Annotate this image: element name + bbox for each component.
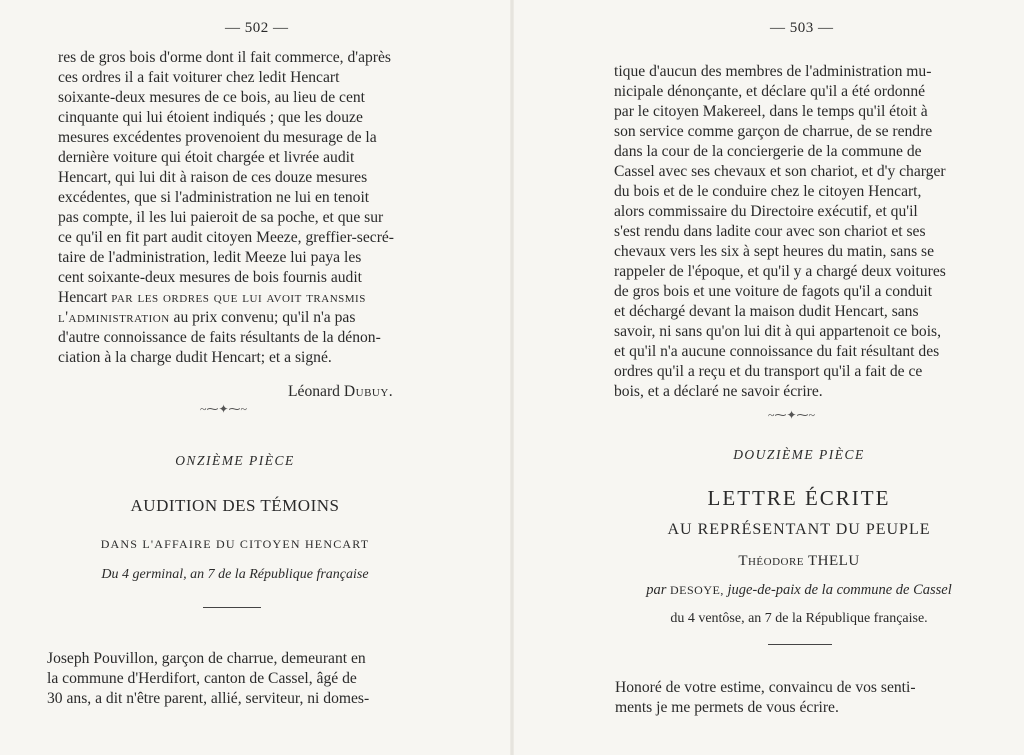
dateline (30, 567, 440, 583)
section-title: LETTRE ÉCRITE (707, 486, 891, 510)
letter-paragraph: Honoré de votre estime, convaincu de vos senti- ments je me permets de vous écrire. (615, 679, 916, 716)
dateline-text: Du 4 germinal, an 7 de la République française (101, 567, 369, 582)
piece-title: DOUZIÈME PIÈCE (733, 447, 865, 462)
body-paragraph: tique d'aucun des membres de l'administration mu- nicipale dénonçante, et déclare qu'il a été ordonné par le citoyen Makereel, dans le temps qu'il étoit à son service comme garçon de charrue, de se rendre dans la cour de la conciergerie de la commune de Cassel avec ses chevaux et son chariot, et d'y charger du bois et de le conduire chez le citoyen Hencart, alors commissaire du Directoire exécutif, et qu'il s'est rendu dans ladite cour avec son chariot et ses chevaux vers les six à sept heures du matin, sans se rappeler de l'époque, et qu'il y a chargé deux voitures de gros bois et une voiture de fagots qu'il a conduit et déchargé devant la maison dudit Hencart, sans savoir, ni sans qu'on lui dit à qui appartenoit ce bois, et qu'il n'a aucune connoissance du fait résultant des ordres qu'il a reçu et du transport qu'il a fait de ce bois, et a déclaré ne savoir écrire. (614, 63, 946, 400)
section-subtitle: DANS L'AFFAIRE DU CITOYEN HENCART (100, 537, 370, 551)
signature (288, 383, 393, 401)
section-title: AUDITION DES TÉMOINS (130, 496, 340, 515)
section-subtitle: AU REPRÉSENTANT DU PEUPLE (667, 521, 931, 538)
addressee (594, 553, 1004, 570)
section-ornament: ~⁓✦⁓~ (200, 402, 248, 416)
byline (594, 582, 1004, 599)
body-paragraph (58, 48, 430, 368)
piece-title: ONZIÈME PIÈCE (175, 453, 295, 468)
addressee-last-name: THELU (808, 553, 860, 569)
byline-name: DESOYE, (670, 583, 724, 597)
body-text-part: res de gros bois d'orme dont il fait commerce, d'après ces ordres il a fait voiturer chez ledit Hencart soixante-deux mesures de ce bois, au lieu de cent cinquante qui lui étoient indiqués ; que les douze mesures excédentes provenoient du mesurage de la dernière voiture qui étoit chargée et livrée audit Hencart, qui lui dit à raison de ces douze mesures excédentes, que si l'administration ne lui en tenoit pas compte, il les lui paieroit de sa poche, et que sur ce qu'il en fit part audit citoyen Meeze, greffier-secré- taire de l'administration, ledit Meeze lui paya les cent soixante-deux mesures de bois fournis audit Hencart (58, 49, 395, 306)
byline-par: par (646, 582, 667, 598)
page-number: — 502 — (225, 20, 289, 36)
section-ornament: ~⁓✦⁓~ (768, 408, 816, 422)
page-number: — 503 — (770, 20, 834, 36)
byline-role: juge-de-paix de la commune de Cassel (727, 582, 952, 598)
addressee-first-name: Théodore (738, 553, 805, 569)
divider-rule (768, 644, 832, 645)
signature-last-name: Dubuy. (343, 383, 394, 400)
testimony-paragraph: Joseph Pouvillon, garçon de charrue, demeurant en la commune d'Herdifort, canton de Cassel, âgé de 30 ans, a dit n'être parent, allié, serviteur, ni domes- (47, 650, 370, 707)
right-page (512, 0, 1024, 755)
signature-first-name: Léonard (288, 383, 344, 400)
dateline: du 4 ventôse, an 7 de la République française. (670, 611, 928, 626)
body-text-part: au prix convenu; qu'il n'a pas d'autre connoissance de faits résultants de la dénon- ciation à la charge dudit Hencart; et a signé. (58, 309, 381, 366)
divider-rule (203, 607, 261, 608)
small-caps-phrase: par les ordres que lui avoit transmis l'administration (58, 289, 366, 326)
